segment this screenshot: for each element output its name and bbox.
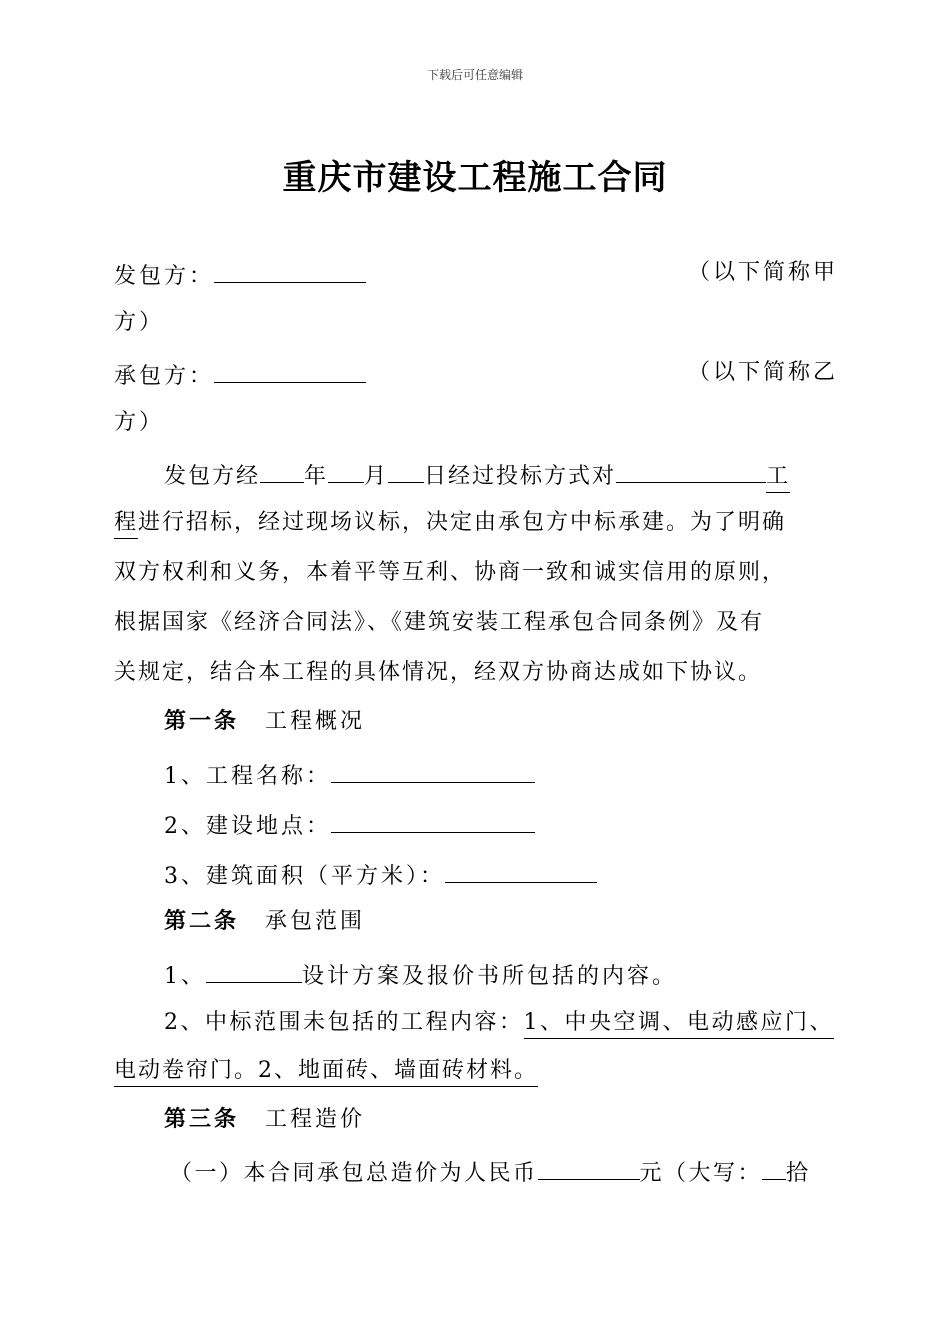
intro-year: 年 xyxy=(304,464,329,489)
intro-day: 日经过投标方式对 xyxy=(424,464,617,489)
article-1-item-1 xyxy=(164,758,535,792)
article-3-heading xyxy=(164,1105,365,1135)
party-b-blank xyxy=(214,358,366,383)
article-2-heading xyxy=(164,907,365,937)
article-3-line-1 xyxy=(170,1155,811,1189)
party-a-label: 发包方： xyxy=(114,264,215,289)
article-1-heading xyxy=(164,707,365,737)
header-note: 下载后可任意编辑 xyxy=(426,68,523,82)
item-text: 设计方案及报价书所包括的内容。 xyxy=(302,964,678,989)
excluded-scope-1: 1、中央空调、电动感应门、 xyxy=(524,1010,835,1039)
article-1-item-3 xyxy=(164,858,597,892)
party-b-wrap: 方） xyxy=(114,410,165,435)
page-title: 重庆市建设工程施工合同 xyxy=(282,158,668,198)
month-blank xyxy=(328,458,364,483)
area-blank xyxy=(445,858,597,883)
article-1-number: 第一条 xyxy=(164,709,240,734)
intro-line-2 xyxy=(114,508,786,538)
intro-line-4: 根据国家《经济合同法》、《建筑安装工程承包合同条例》及有 xyxy=(114,610,765,635)
party-a-line xyxy=(114,258,366,292)
scope-blank xyxy=(206,958,302,983)
intro-line-3: 双方权利和义务，本着平等互利、协商一致和诚实信用的原则， xyxy=(114,560,787,585)
project-blank xyxy=(616,458,766,483)
article-2-number: 第二条 xyxy=(164,909,240,934)
item-prefix: 1、 xyxy=(164,964,206,989)
intro-cheng: 程 xyxy=(114,510,138,539)
intro-text-a: 发包方经 xyxy=(164,464,261,489)
price-end: 拾 xyxy=(786,1161,811,1186)
article-1-item-2 xyxy=(164,808,535,842)
price-mid: 元（大写： xyxy=(639,1161,763,1186)
project-name-blank xyxy=(331,758,535,783)
price-blank xyxy=(538,1155,640,1180)
excluded-scope-2: 电动卷帘门。2、地面砖、墙面砖材料。 xyxy=(114,1058,538,1087)
party-b-label: 承包方： xyxy=(114,364,215,389)
intro-line-5: 关规定，结合本工程的具体情况，经双方协商达成如下协议。 xyxy=(114,660,763,685)
article-2-item-2 xyxy=(164,1008,834,1038)
party-b-suffix: （以下简称乙 xyxy=(688,360,839,385)
article-2-title: 承包范围 xyxy=(265,909,366,934)
article-2-item-1 xyxy=(164,958,677,992)
intro-month: 月 xyxy=(364,464,389,489)
article-2-item-2-cont xyxy=(114,1056,538,1086)
price-capital-blank xyxy=(762,1155,786,1180)
location-blank xyxy=(331,808,535,833)
item-label: 1、工程名称： xyxy=(164,764,331,789)
year-blank xyxy=(260,458,304,483)
intro-text-b: 进行招标，经过现场议标，决定由承包方中标承建。为了明确 xyxy=(138,510,787,535)
price-prefix: （一）本合同承包总造价为人民币 xyxy=(170,1161,538,1186)
party-a-suffix: （以下简称甲 xyxy=(688,260,839,285)
party-b-line xyxy=(114,358,366,392)
item-label: 2、建设地点： xyxy=(164,814,331,839)
party-a-blank xyxy=(214,258,366,283)
intro-gong: 工 xyxy=(766,464,790,493)
item-label: 3、建筑面积（平方米）： xyxy=(164,864,445,889)
article-3-title: 工程造价 xyxy=(265,1107,366,1132)
day-blank xyxy=(388,458,424,483)
article-1-title: 工程概况 xyxy=(265,709,366,734)
intro-line-1 xyxy=(164,458,790,492)
party-a-wrap: 方） xyxy=(114,310,165,335)
article-3-number: 第三条 xyxy=(164,1107,240,1132)
item-prefix: 2、中标范围未包括的工程内容： xyxy=(164,1010,524,1035)
